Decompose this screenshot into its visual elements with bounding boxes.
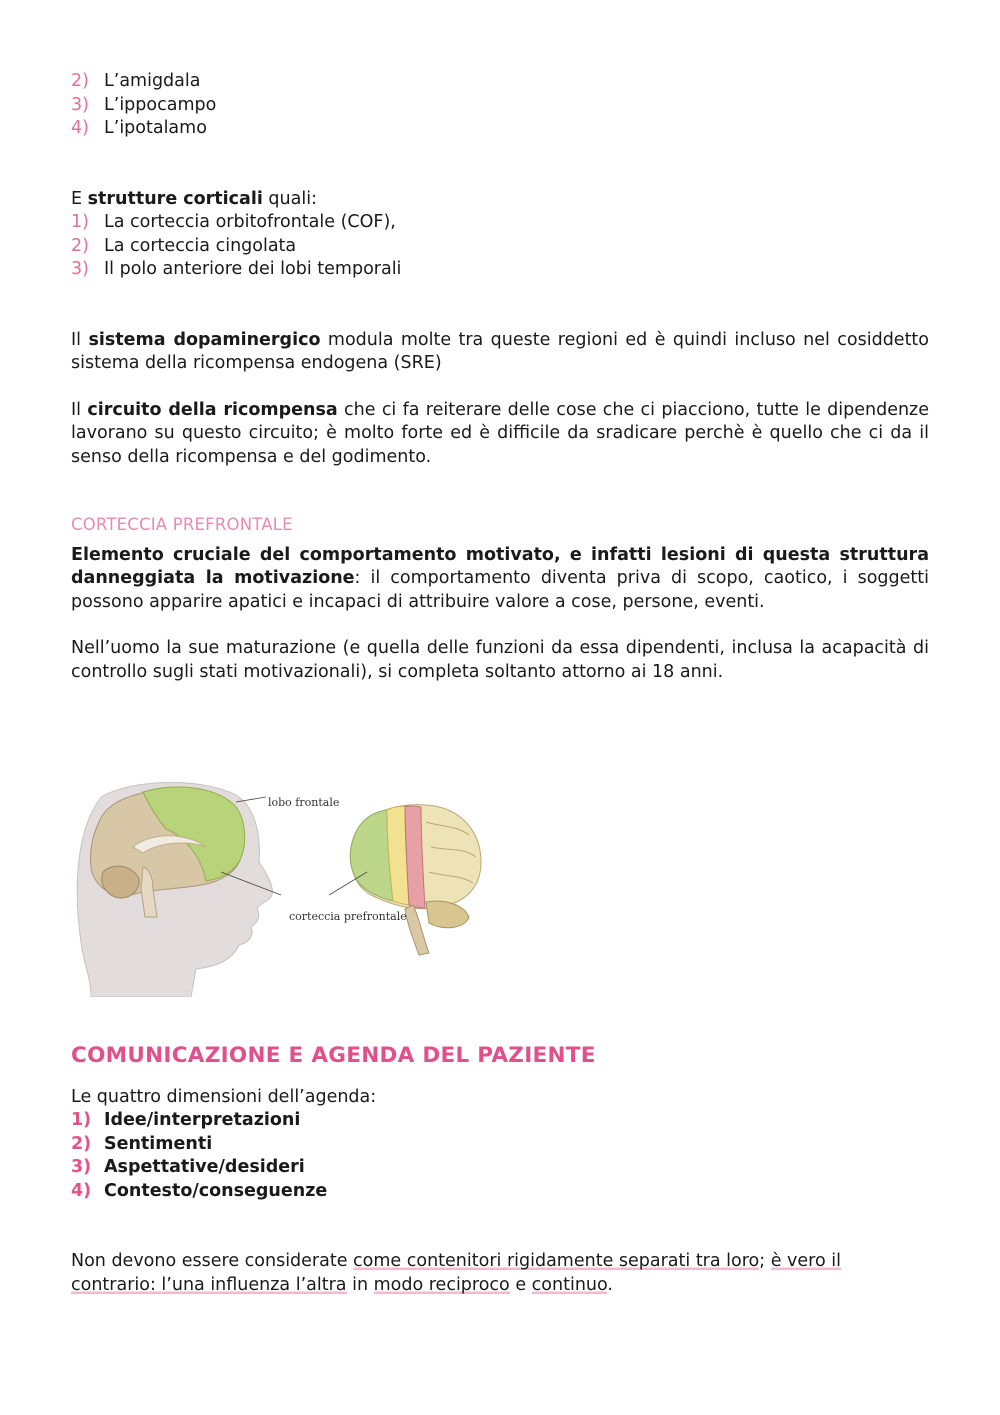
list-item: 1) La corteccia orbitofrontale (COF), bbox=[71, 212, 396, 232]
list-item: 3) Aspettative/desideri bbox=[71, 1157, 305, 1177]
brain-figure bbox=[71, 777, 531, 997]
agenda-list bbox=[71, 1109, 929, 1203]
document-page bbox=[71, 70, 929, 1297]
prefrontal-heading: CORTECCIA PREFRONTALE bbox=[71, 515, 293, 534]
list-item: 2) Sentimenti bbox=[71, 1133, 213, 1154]
highlight: continuo bbox=[531, 1274, 608, 1295]
agenda-intro: Le quattro dimensioni dell’agenda: bbox=[71, 1086, 377, 1107]
list-item: 2) La corteccia cingolata bbox=[71, 235, 297, 256]
highlight: modo reciproco bbox=[373, 1274, 510, 1295]
highlight: è vero il contrario: l’una influenza l’altra bbox=[71, 1251, 841, 1295]
section-heading: COMUNICAZIONE E AGENDA DEL PAZIENTE bbox=[71, 1043, 596, 1068]
list-item: 3) L’ippocampo bbox=[71, 94, 217, 115]
prefrontal-paragraph: Elemento cruciale del comportamento motivato, e infatti lesioni di questa struttura danneggiata la motivazione: il comportamento diventa priva di scopo, caotico, i soggetti possono apparire apatici e incapaci di attribuire valore a cose, persone, eventi. bbox=[71, 544, 929, 612]
cortical-list bbox=[71, 211, 929, 282]
list-item: 4) L’ipotalamo bbox=[71, 118, 207, 138]
highlight: come contenitori rigidamente separati tra loro bbox=[353, 1251, 760, 1271]
subcortical-list bbox=[71, 70, 929, 141]
reward-paragraph: Il circuito della ricompensa che ci fa reiterare delle cose che ci piacciono, tutte le dipendenze lavorano su questo circuito; è molto forte ed è difficile da sradicare perchè è quello che ci da il senso della ricompensa e del godimento. bbox=[71, 399, 930, 467]
label-prefrontal-cortex: corteccia prefrontale bbox=[289, 910, 407, 923]
list-item: 2) L’amigdala bbox=[71, 71, 201, 91]
dopamine-paragraph: Il sistema dopaminergico modula molte tra queste regioni ed è quindi incluso nel cosiddetto sistema della ricompensa endogena (SRE) bbox=[71, 329, 929, 373]
list-item: 4) Contesto/conseguenze bbox=[71, 1180, 328, 1201]
maturation-paragraph: Nell’uomo la sue maturazione (e quella delle funzioni da essa dipendenti, inclusa la acapacità di controllo sugli stati motivazionali), si completa soltanto attorno ai 18 anni. bbox=[71, 638, 929, 682]
label-frontal-lobe: lobo frontale bbox=[268, 796, 340, 809]
list-item: 3) Il polo anteriore dei lobi temporali bbox=[71, 259, 402, 279]
list-item: 1) Idee/interpretazioni bbox=[71, 1110, 301, 1130]
closing-paragraph: Non devono essere considerate come contenitori rigidamente separati tra loro; è vero il contrario: l’una influenza l’altra in modo reciproco e continuo. bbox=[71, 1251, 841, 1295]
cortical-intro: E strutture corticali quali: bbox=[71, 188, 317, 209]
